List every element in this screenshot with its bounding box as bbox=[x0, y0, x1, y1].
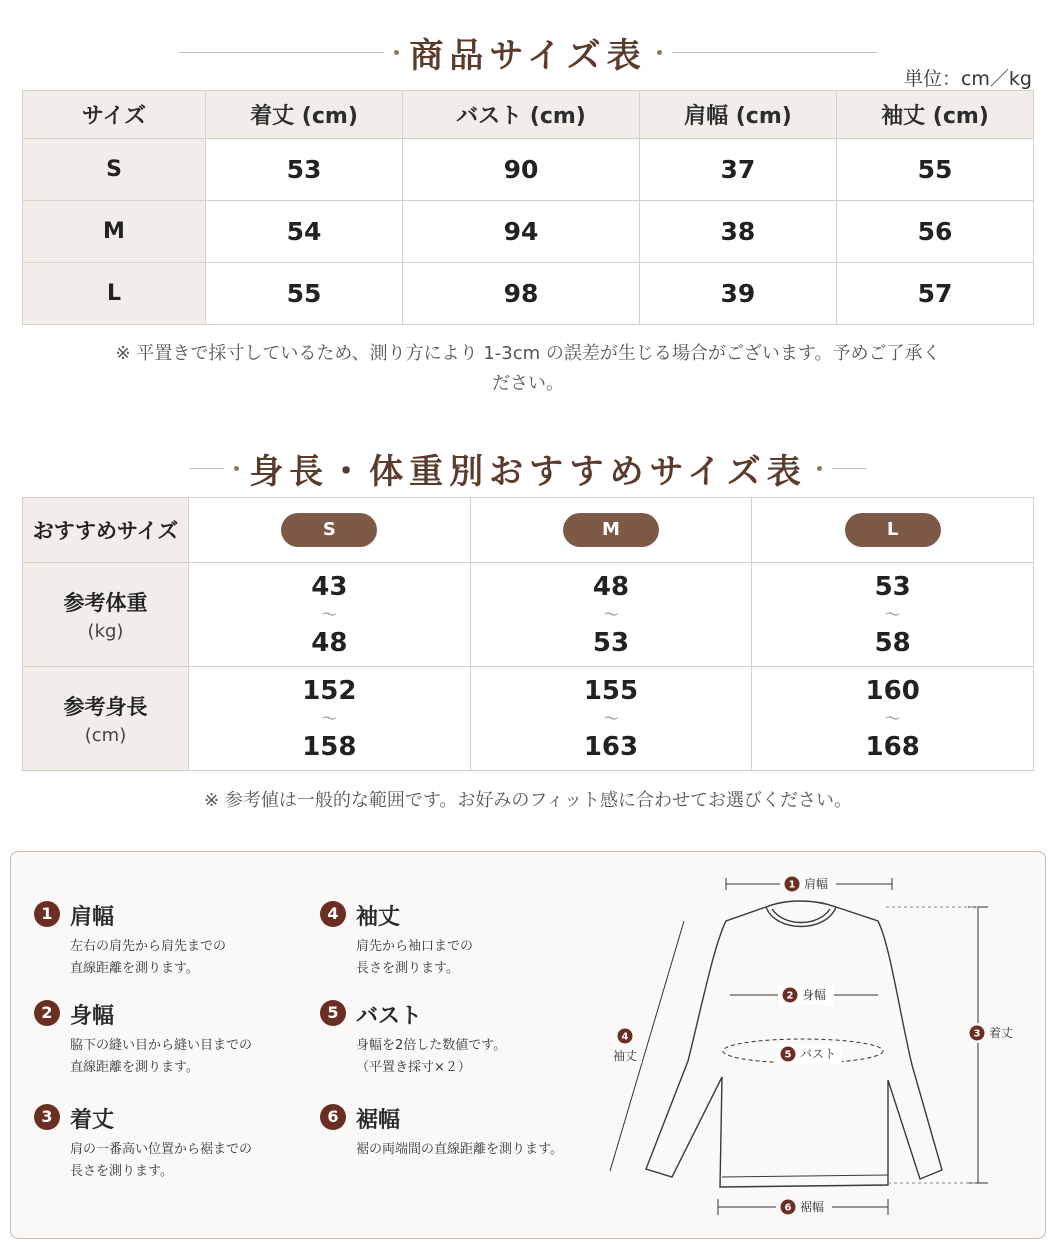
header-shoulder: 肩幅 (cm) bbox=[639, 91, 836, 139]
guide-item-title: 肩幅 bbox=[70, 905, 115, 930]
row-size: L bbox=[23, 263, 206, 325]
row-size: S bbox=[23, 139, 206, 201]
cell-bust: 98 bbox=[403, 263, 640, 325]
cell-shoulder: 37 bbox=[639, 139, 836, 201]
range-tilde: ～ bbox=[602, 604, 619, 624]
guide-item-title: バスト bbox=[356, 1004, 423, 1029]
table-row bbox=[23, 263, 1034, 325]
range-tilde: ～ bbox=[884, 708, 901, 728]
guide-item-desc bbox=[356, 1035, 506, 1079]
header-size: サイズ bbox=[23, 91, 206, 139]
number-badge: 5 bbox=[320, 1000, 346, 1026]
title-dot bbox=[234, 466, 239, 471]
cell-length: 53 bbox=[206, 139, 403, 201]
size-label: おすすめサイズ bbox=[32, 519, 179, 543]
weight-min: 53 bbox=[874, 571, 911, 602]
label-text: 身幅 bbox=[802, 988, 827, 1002]
badge-num: 4 bbox=[621, 1031, 629, 1043]
recommend-title: 身長・体重別おすすめサイズ表 bbox=[249, 452, 807, 492]
number-badge: 1 bbox=[34, 901, 60, 927]
range-tilde: ～ bbox=[602, 708, 619, 728]
height-cell bbox=[189, 667, 471, 771]
height-cell bbox=[752, 667, 1034, 771]
size-chart-title: 商品サイズ表 bbox=[409, 36, 647, 76]
cell-bust: 94 bbox=[403, 201, 640, 263]
size-pill: M bbox=[563, 513, 659, 547]
neckline bbox=[766, 907, 836, 927]
neckline-inner bbox=[772, 909, 830, 923]
table-row bbox=[23, 498, 1034, 563]
number-badge: 2 bbox=[34, 1000, 60, 1026]
recommend-table bbox=[22, 497, 1034, 771]
cell-sleeve: 56 bbox=[836, 201, 1033, 263]
recommend-note: ※ 参考値は一般的な範囲です。お好みのフィット感に合わせてお選びください。 bbox=[204, 790, 852, 811]
desc-line: （平置き採寸×２） bbox=[356, 1060, 471, 1075]
number-badge: 3 bbox=[34, 1104, 60, 1130]
height-min: 160 bbox=[865, 675, 920, 706]
unit-label: 単位：cm／kg bbox=[903, 68, 1032, 90]
label-text: 肩幅 bbox=[804, 877, 829, 891]
weight-max: 48 bbox=[311, 627, 348, 658]
hem-rib bbox=[722, 1175, 888, 1177]
size-chart-table bbox=[22, 90, 1034, 325]
height-max: 163 bbox=[583, 731, 639, 762]
label-text: 袖丈 bbox=[612, 1049, 638, 1063]
badge-num: 6 bbox=[784, 1202, 792, 1214]
guide-item-title: 袖丈 bbox=[356, 905, 401, 930]
guide-item-desc bbox=[70, 936, 226, 980]
size-pill: L bbox=[845, 513, 941, 547]
cell-shoulder: 38 bbox=[639, 201, 836, 263]
cell-length: 55 bbox=[206, 263, 403, 325]
size-cell bbox=[470, 498, 752, 563]
badge-num: 2 bbox=[786, 990, 794, 1002]
cell-sleeve: 55 bbox=[836, 139, 1033, 201]
label-sleeve bbox=[606, 1025, 642, 1063]
note-line: ださい。 bbox=[492, 373, 564, 394]
weight-cell bbox=[470, 563, 752, 667]
header-sleeve: 袖丈 (cm) bbox=[836, 91, 1033, 139]
label-length bbox=[966, 1023, 1022, 1043]
row-size: M bbox=[23, 201, 206, 263]
badge-num: 1 bbox=[788, 879, 796, 891]
desc-line: 肩の一番高い位置から裾までの bbox=[70, 1142, 253, 1157]
size-chart-title-row bbox=[0, 28, 1056, 77]
label-text: 着丈 bbox=[989, 1026, 1014, 1040]
size-cell bbox=[189, 498, 471, 563]
desc-line: 身幅を2倍した数値です。 bbox=[356, 1038, 507, 1053]
header-bust: バスト (cm) bbox=[403, 91, 640, 139]
row-label-weight bbox=[23, 563, 189, 667]
table-row bbox=[23, 667, 1034, 771]
weight-cell bbox=[189, 563, 471, 667]
height-label: 参考身長 bbox=[63, 695, 148, 719]
title-dot bbox=[817, 466, 822, 471]
title-dot bbox=[394, 50, 399, 55]
title-divider-left bbox=[190, 468, 224, 469]
guide-item-title: 身幅 bbox=[70, 1004, 115, 1029]
desc-line: 長さを測ります。 bbox=[70, 1164, 173, 1179]
guide-item-desc bbox=[70, 1139, 252, 1183]
height-cell bbox=[470, 667, 752, 771]
table-row bbox=[23, 139, 1034, 201]
label-bust bbox=[776, 1044, 842, 1064]
guide-item-title: 裾幅 bbox=[356, 1108, 401, 1133]
badge-num: 3 bbox=[973, 1028, 981, 1040]
range-tilde: ～ bbox=[884, 604, 901, 624]
weight-min: 48 bbox=[592, 571, 630, 602]
weight-cell bbox=[752, 563, 1034, 667]
weight-unit: (kg) bbox=[87, 621, 124, 642]
desc-line: 左右の肩先から肩先までの bbox=[70, 939, 227, 954]
row-label-size bbox=[23, 498, 189, 563]
desc-line: 長さを測ります。 bbox=[356, 961, 459, 976]
label-text: バスト bbox=[800, 1047, 837, 1061]
desc-line: 直線距離を測ります。 bbox=[70, 1060, 199, 1075]
title-divider-left bbox=[179, 52, 384, 53]
cell-sleeve: 57 bbox=[836, 263, 1033, 325]
guide-item-desc bbox=[356, 1139, 563, 1161]
weight-min: 43 bbox=[311, 571, 348, 602]
recommend-title-row bbox=[0, 444, 1056, 493]
height-max: 168 bbox=[865, 731, 920, 762]
label-hem bbox=[776, 1197, 832, 1217]
title-dot bbox=[657, 50, 662, 55]
number-badge: 6 bbox=[320, 1104, 346, 1130]
range-tilde: ～ bbox=[321, 604, 338, 624]
range-tilde: ～ bbox=[321, 708, 338, 728]
cell-shoulder: 39 bbox=[639, 263, 836, 325]
desc-line: 直線距離を測ります。 bbox=[70, 961, 199, 976]
desc-line: 裾の両端間の直線距離を測ります。 bbox=[356, 1142, 563, 1157]
guide-item-desc bbox=[356, 936, 473, 980]
title-divider-right bbox=[672, 52, 877, 53]
weight-max: 53 bbox=[592, 627, 630, 658]
height-min: 155 bbox=[583, 675, 639, 706]
height-min: 152 bbox=[302, 675, 357, 706]
number-badge: 4 bbox=[320, 901, 346, 927]
label-text: 裾幅 bbox=[800, 1200, 825, 1214]
weight-label: 参考体重 bbox=[63, 591, 148, 615]
title-divider-right bbox=[832, 468, 866, 469]
label-shoulder bbox=[780, 874, 836, 894]
size-cell bbox=[752, 498, 1034, 563]
table-header-row bbox=[23, 91, 1034, 139]
height-unit: (cm) bbox=[84, 725, 127, 746]
table-row bbox=[23, 201, 1034, 263]
size-pill: S bbox=[281, 513, 377, 547]
size-chart-note bbox=[40, 339, 1016, 399]
badge-num: 5 bbox=[784, 1049, 792, 1061]
header-length: 着丈 (cm) bbox=[206, 91, 403, 139]
desc-line: 肩先から袖口までの bbox=[356, 939, 474, 954]
guide-item-desc bbox=[70, 1035, 252, 1079]
guide-item-title: 着丈 bbox=[70, 1108, 115, 1133]
row-label-height bbox=[23, 667, 189, 771]
weight-max: 58 bbox=[874, 627, 911, 658]
desc-line: 脇下の縫い目から縫い目までの bbox=[70, 1038, 253, 1053]
garment-measurement-diagram bbox=[590, 865, 1040, 1227]
cell-bust: 90 bbox=[403, 139, 640, 201]
note-line: ※ 平置きで採寸しているため、測り方により 1-3cm の誤差が生じる場合がございます。予めご了承く bbox=[115, 343, 941, 364]
cell-length: 54 bbox=[206, 201, 403, 263]
height-max: 158 bbox=[302, 731, 357, 762]
label-body-width bbox=[778, 985, 834, 1005]
table-row bbox=[23, 563, 1034, 667]
